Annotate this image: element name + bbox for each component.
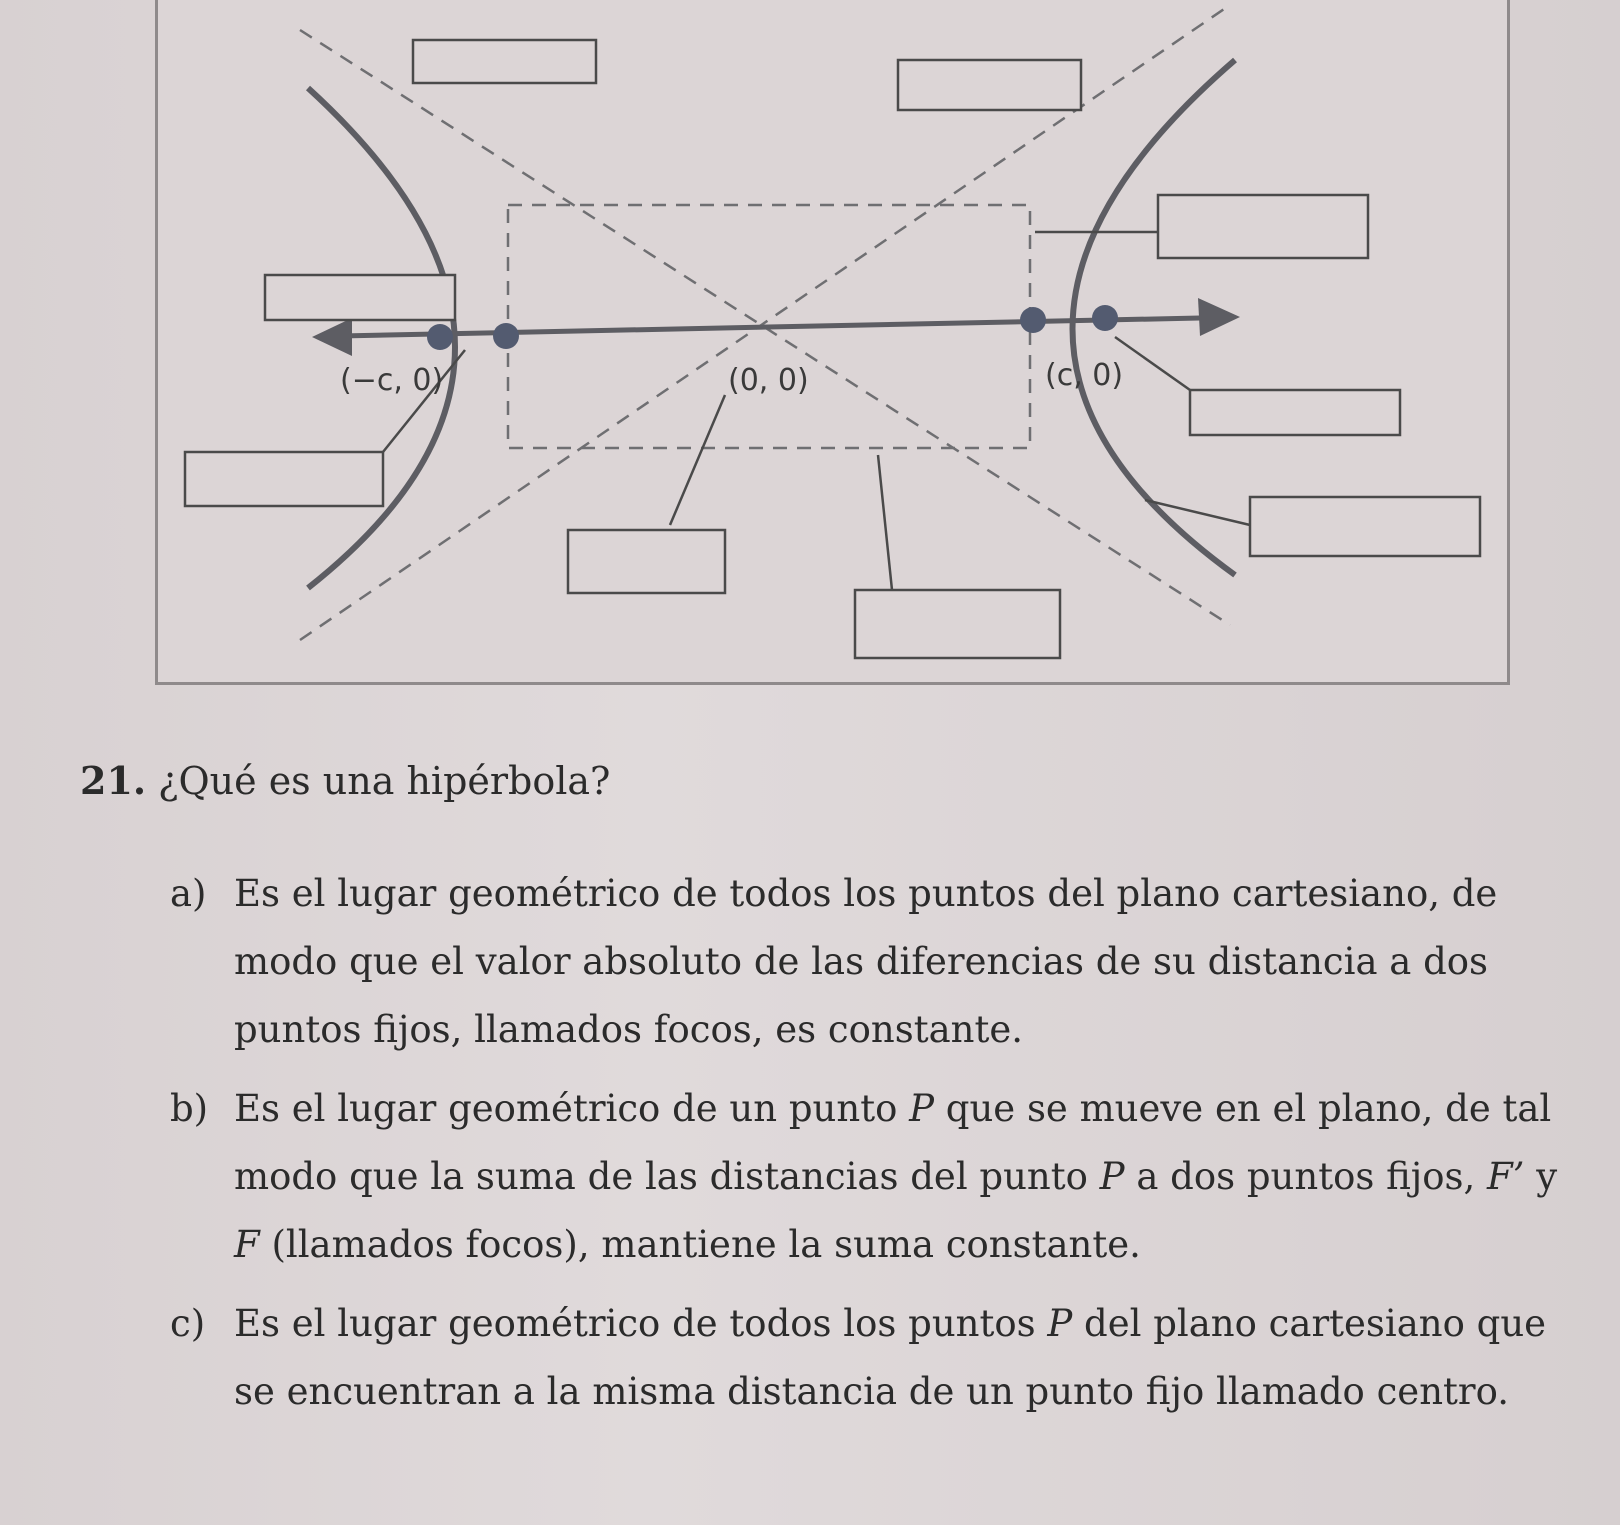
answer-box-bottom-mid[interactable]	[855, 590, 1060, 658]
option-c-letter: c)	[170, 1302, 206, 1345]
option-b-letter: b)	[170, 1087, 209, 1130]
answer-box-right-upper[interactable]	[1158, 195, 1368, 258]
axis-arrow-left	[312, 318, 352, 356]
answer-box-center-bottom[interactable]	[568, 530, 725, 593]
leader-center	[670, 395, 725, 525]
answer-box-left-upper[interactable]	[265, 275, 455, 320]
label-left-focus: (−c, 0)	[340, 363, 444, 398]
answer-box-top-right[interactable]	[898, 60, 1081, 110]
option-a-letter: a)	[170, 872, 207, 915]
option-c-text	[234, 1290, 1580, 1426]
question-number: 21.	[80, 758, 147, 803]
hyperbola-diagram	[0, 0, 1620, 700]
left-focus-point	[427, 324, 453, 350]
label-right-focus: (c, 0)	[1045, 358, 1124, 393]
option-a-text: Es el lugar geométrico de todos los puntos del plano cartesiano, de modo que el valor absoluto de las diferencias de su distancia a dos puntos fijos, llamados focos, es constante.	[234, 872, 1498, 1051]
option-b-p-1: P	[909, 1087, 935, 1130]
option-b-f: F	[234, 1223, 260, 1266]
right-vertex-point	[1020, 307, 1046, 333]
answer-box-right-lower[interactable]	[1250, 497, 1480, 556]
option-c-p: P	[1047, 1302, 1073, 1345]
option-b-text-2: que se mueve en el plano, de tal modo que la suma de las distancias del punto	[234, 1087, 1552, 1198]
option-c[interactable]	[170, 1290, 1580, 1426]
option-b-f-prime: F’	[1487, 1155, 1525, 1198]
answer-box-top-left[interactable]	[413, 40, 596, 83]
option-b-text-5: (llamados focos), mantiene la suma constante.	[259, 1223, 1141, 1266]
question-text: ¿Qué es una hipérbola?	[158, 759, 611, 803]
option-b-text	[234, 1075, 1580, 1279]
right-focus-point	[1092, 305, 1118, 331]
leader-bottom-mid	[878, 455, 892, 590]
option-b-text-3: a dos puntos fijos,	[1124, 1155, 1488, 1198]
answer-box-right-middle[interactable]	[1190, 390, 1400, 435]
option-b-text-1: Es el lugar geométrico de un punto	[234, 1087, 910, 1130]
option-c-text-1: Es el lugar geométrico de todos los puntos	[234, 1302, 1048, 1345]
option-a[interactable]	[170, 860, 1580, 1064]
label-center: (0, 0)	[728, 363, 809, 398]
left-vertex-point	[493, 323, 519, 349]
option-b[interactable]	[170, 1075, 1580, 1279]
option-b-text-4: y	[1524, 1155, 1558, 1198]
question-21	[80, 758, 610, 803]
option-b-p-2: P	[1099, 1155, 1125, 1198]
axis-arrow-right	[1198, 298, 1240, 336]
leader-right-focus	[1115, 337, 1190, 390]
answer-box-left-lower[interactable]	[185, 452, 383, 506]
option-c-text-2: del plano cartesiano que se encuentran a la misma distancia de un punto fijo llamado centro.	[234, 1302, 1547, 1413]
